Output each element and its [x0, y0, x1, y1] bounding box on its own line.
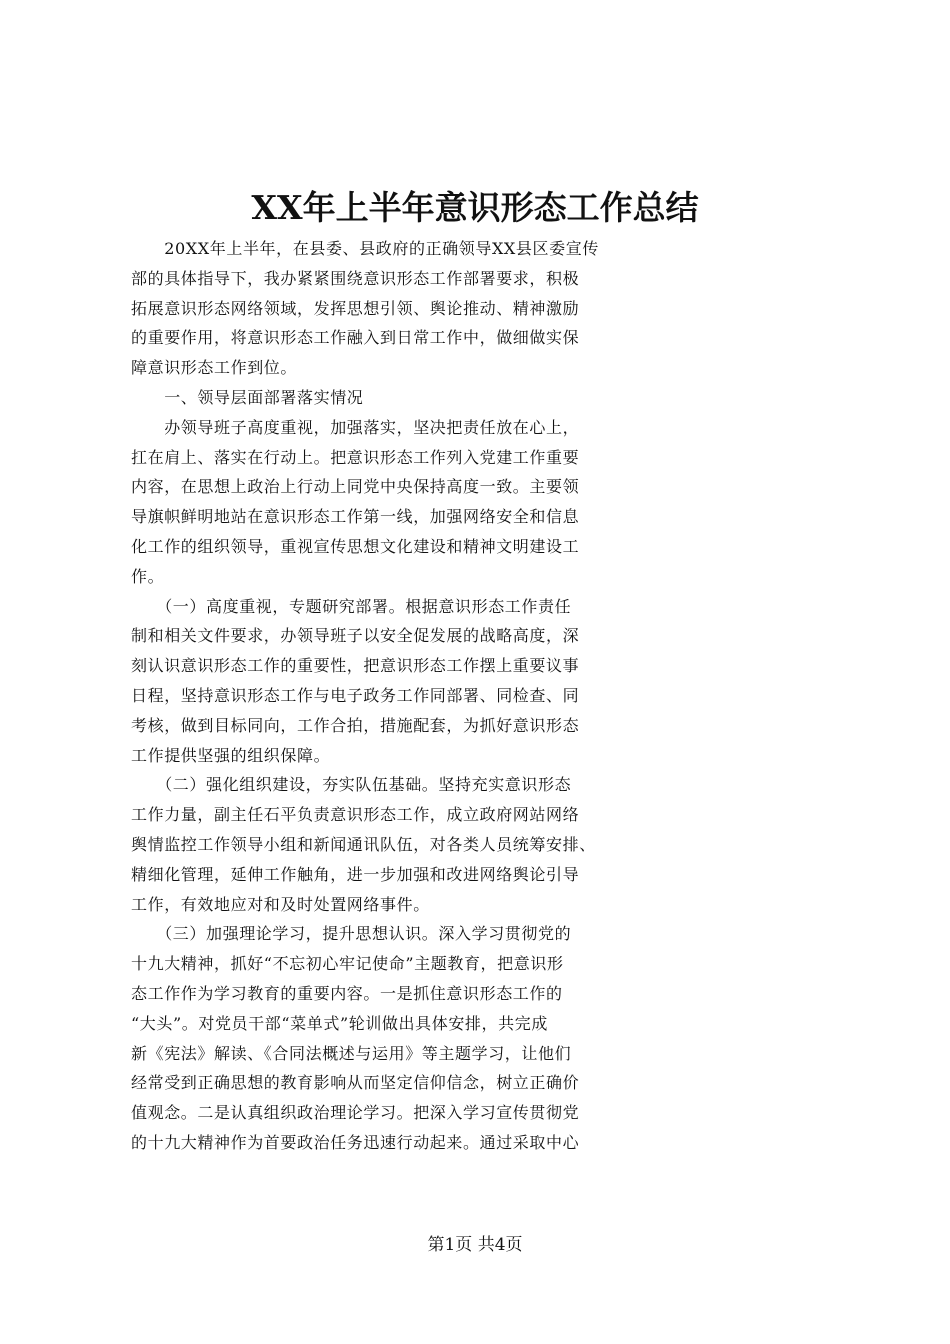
- body-line: （一）高度重视，专题研究部署。根据意识形态工作责任: [131, 596, 572, 616]
- body-line: 导旗帜鲜明地站在意识形态工作第一线，加强网络安全和信息: [131, 507, 580, 527]
- body-line: 化工作的组织领导，重视宣传思想文化建设和精神文明建设工: [131, 536, 580, 556]
- document-title: XX年上半年意识形态工作总结: [251, 188, 699, 227]
- body-line: 十九大精神，抓好“不忘初心牢记使命”主题教育，把意识形: [131, 954, 564, 974]
- body-line: 部的具体指导下，我办紧紧围绕意识形态工作部署要求，积极: [131, 268, 580, 288]
- body-line: 拓展意识形态网络领域，发挥思想引领、舆论推动、精神激励: [131, 298, 580, 318]
- body-line: 扛在肩上、落实在行动上。把意识形态工作列入党建工作重要: [131, 447, 580, 467]
- body-line: 障意识形态工作到位。: [131, 358, 298, 378]
- body-line: 工作，有效地应对和及时处置网络事件。: [131, 894, 430, 914]
- body-line: 的重要作用，将意识形态工作融入到日常工作中，做细做实保: [131, 328, 580, 348]
- page-footer: 第1页 共4页: [427, 1235, 523, 1255]
- body-line: 新《宪法》解读、《合同法概述与运用》等主题学习，让他们: [131, 1043, 572, 1063]
- body-line: 精细化管理，延伸工作触角，进一步加强和改进网络舆论引导: [131, 864, 580, 884]
- body-line: 作。: [131, 566, 165, 586]
- body-line: 20XX年上半年，在县委、县政府的正确领导XX县区委宣传: [131, 239, 599, 258]
- body-line: “大头”。对党员干部“菜单式”轮训做出具体安排，共完成: [131, 1013, 548, 1033]
- body-line: 经常受到正确思想的教育影响从而坚定信仰信念，树立正确价: [131, 1073, 580, 1093]
- body-line: 办领导班子高度重视，加强落实，坚决把责任放在心上，: [131, 417, 580, 437]
- body-line: 工作提供坚强的组织保障。: [131, 745, 331, 765]
- body-line: 舆情监控工作领导小组和新闻通讯队伍，对各类人员统筹安排、: [131, 834, 596, 854]
- body-line: （三）加强理论学习，提升思想认识。深入学习贯彻党的: [131, 924, 572, 944]
- document-body: [131, 236, 831, 1160]
- body-line: 内容，在思想上政治上行动上同党中央保持高度一致。主要领: [131, 477, 580, 497]
- body-line: 日程，坚持意识形态工作与电子政务工作同部署、同检查、同: [131, 685, 580, 705]
- body-line: （二）强化组织建设，夯实队伍基础。坚持充实意识形态: [131, 775, 572, 795]
- section-heading: 一、领导层面部署落实情况: [131, 387, 364, 407]
- body-line: 值观念。二是认真组织政治理论学习。把深入学习宣传贯彻党: [131, 1103, 580, 1123]
- body-line: 刻认识意识形态工作的重要性，把意识形态工作摆上重要议事: [131, 656, 580, 676]
- body-line: 工作力量，副主任石平负责意识形态工作，成立政府网站网络: [131, 805, 580, 825]
- body-line: 制和相关文件要求，办领导班子以安全促发展的战略高度，深: [131, 626, 580, 646]
- body-line: 的十九大精神作为首要政治任务迅速行动起来。通过采取中心: [131, 1132, 580, 1152]
- body-line: 态工作作为学习教育的重要内容。一是抓住意识形态工作的: [131, 983, 563, 1003]
- body-line: 考核，做到目标同向，工作合拍，措施配套，为抓好意识形态: [131, 715, 580, 735]
